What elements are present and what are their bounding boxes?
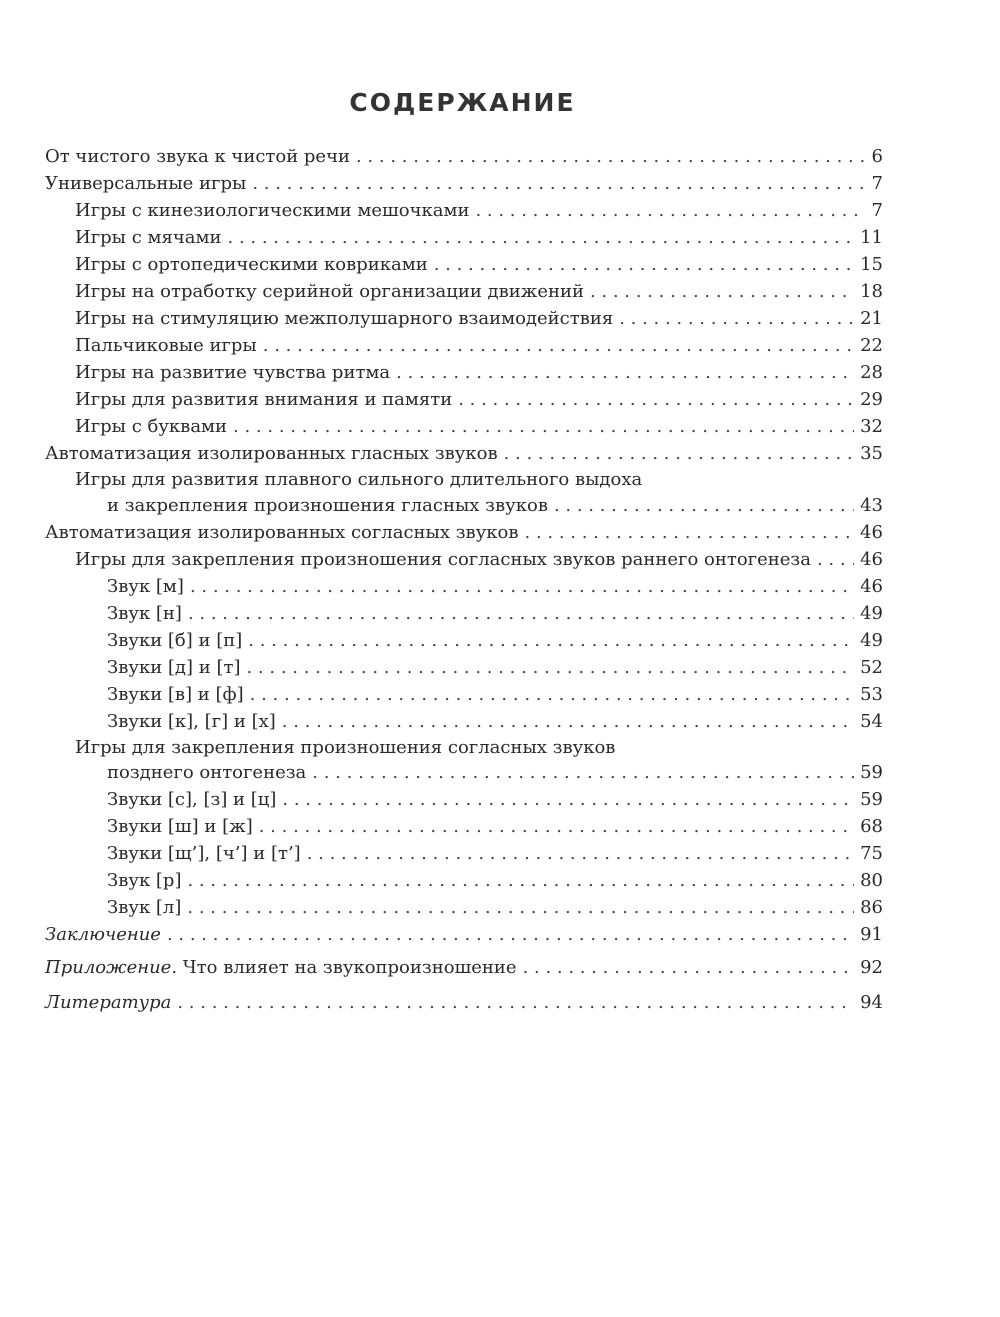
toc-entry[interactable] <box>75 252 883 278</box>
toc-entry-title-italic: Приложение. <box>45 957 178 978</box>
toc-entry-page: 35 <box>860 443 883 464</box>
leader-dots <box>475 198 865 224</box>
leader-dots <box>458 387 854 413</box>
toc-entry-page: 86 <box>860 897 883 918</box>
toc-entry[interactable] <box>75 333 883 359</box>
toc-entry-page: 59 <box>860 762 883 783</box>
toc-entry[interactable] <box>75 225 883 251</box>
toc-entry-title-italic: Литература <box>45 992 172 1013</box>
toc-entry[interactable] <box>45 441 883 467</box>
leader-dots <box>248 628 854 654</box>
leader-dots <box>263 333 854 359</box>
toc-entry-title: Звук [л] <box>107 897 182 918</box>
toc-entry-page: 91 <box>860 924 883 945</box>
leader-dots <box>396 360 854 386</box>
toc-entry-title: позднего онтогенеза <box>107 762 307 783</box>
toc-entry-title-line1[interactable]: Игры для развития плавного сильного длительного выдоха <box>75 469 643 490</box>
leader-dots <box>233 414 854 440</box>
toc-entry-title: Автоматизация изолированных согласных звуков <box>45 522 519 543</box>
toc-entry[interactable] <box>75 279 883 305</box>
toc-entry-title-line1[interactable]: Игры для закрепления произношения согласных звуков <box>75 737 616 758</box>
leader-dots <box>246 655 854 681</box>
toc-entry-title: Универсальные игры <box>45 173 247 194</box>
toc-entry-page: 94 <box>860 992 883 1013</box>
toc-entry[interactable] <box>45 955 883 981</box>
toc-entry[interactable] <box>107 868 883 894</box>
toc-entry-title: Звуки [к], [г] и [х] <box>107 711 276 732</box>
toc-entry-page: 15 <box>860 254 883 275</box>
leader-dots <box>356 144 866 170</box>
toc-entry[interactable] <box>107 895 883 921</box>
toc-entry-title <box>45 990 171 1016</box>
toc-entry-page: 7 <box>871 200 883 221</box>
toc-entry-page: 21 <box>860 308 883 329</box>
leader-dots <box>167 922 854 948</box>
toc-entry-title: Звук [м] <box>107 576 184 597</box>
toc-entry-page: 11 <box>860 227 883 248</box>
leader-dots <box>504 441 855 467</box>
toc-entry-title-rest: Что влияет на звукопроизношение <box>177 957 517 978</box>
toc-entry-title <box>45 955 517 981</box>
leader-dots <box>554 493 854 519</box>
toc-entry[interactable] <box>107 628 883 654</box>
toc-entry-title: Пальчиковые игры <box>75 335 257 356</box>
toc-entry-page: 49 <box>860 603 883 624</box>
toc-entry-title-italic: Заключение <box>45 924 161 945</box>
toc-entry-page: 68 <box>860 816 883 837</box>
leader-dots <box>525 520 855 546</box>
toc-entry-title: Звук [р] <box>107 870 182 891</box>
toc-entry[interactable] <box>107 787 883 813</box>
toc-entry-title: Звук [н] <box>107 603 182 624</box>
toc-entry-title <box>45 922 161 948</box>
leader-dots <box>228 225 855 251</box>
toc-entry-page: 46 <box>860 576 883 597</box>
toc-entry-page: 6 <box>871 146 883 167</box>
toc-entry[interactable] <box>107 655 883 681</box>
leader-dots <box>590 279 854 305</box>
toc-entry-page: 53 <box>860 684 883 705</box>
toc-entry[interactable] <box>75 547 883 573</box>
toc-entry-page: 18 <box>860 281 883 302</box>
leader-dots <box>817 547 854 573</box>
toc-entry[interactable] <box>107 814 883 840</box>
leader-dots <box>188 601 854 627</box>
toc-entry-title: Звуки [щ’], [ч’] и [т’] <box>107 843 301 864</box>
toc-entry[interactable] <box>107 841 883 867</box>
toc-entry-title: Звуки [ш] и [ж] <box>107 816 253 837</box>
toc-entry-page: 54 <box>860 711 883 732</box>
toc-entry[interactable] <box>107 574 883 600</box>
toc-entry-title: Звуки [с], [з] и [ц] <box>107 789 277 810</box>
toc-entry-page: 75 <box>860 843 883 864</box>
toc-entry-title: Звуки [б] и [п] <box>107 630 243 651</box>
leader-dots <box>312 760 854 786</box>
toc-entry[interactable] <box>45 922 883 948</box>
toc-entry-page: 59 <box>860 789 883 810</box>
toc-entry-title: Игры с ортопедическими ковриками <box>75 254 428 275</box>
leader-dots <box>307 841 854 867</box>
toc-entry[interactable] <box>107 760 883 786</box>
toc-entry-title: Игры с мячами <box>75 227 222 248</box>
toc-entry[interactable] <box>107 601 883 627</box>
toc-entry[interactable] <box>75 387 883 413</box>
leader-dots <box>434 252 854 278</box>
leader-dots <box>282 787 854 813</box>
toc-entry[interactable] <box>107 682 883 708</box>
toc-entry[interactable] <box>75 306 883 332</box>
toc-entry-title: Игры на стимуляцию межполушарного взаимодействия <box>75 308 614 329</box>
toc-entry-page: 46 <box>860 549 883 570</box>
leader-dots <box>187 868 854 894</box>
toc-entry[interactable] <box>75 198 883 224</box>
toc-entry-title: и закрепления произношения гласных звуков <box>107 495 548 516</box>
toc-entry[interactable] <box>75 414 883 440</box>
toc-entry-page: 28 <box>860 362 883 383</box>
toc-entry[interactable] <box>107 709 883 735</box>
leader-dots <box>252 171 865 197</box>
toc-entry-title: Игры с буквами <box>75 416 228 437</box>
toc-entry-page: 43 <box>860 495 883 516</box>
toc-entry-title: Игры с кинезиологическими мешочками <box>75 200 470 221</box>
leader-dots <box>259 814 854 840</box>
toc-entry[interactable] <box>75 360 883 386</box>
leader-dots <box>190 574 854 600</box>
leader-dots <box>187 895 854 921</box>
toc-entry-title: Игры на отработку серийной организации движений <box>75 281 584 302</box>
leader-dots <box>177 990 854 1016</box>
toc-entry-page: 32 <box>860 416 883 437</box>
toc-entry[interactable] <box>107 493 883 519</box>
toc-entry-page: 22 <box>860 335 883 356</box>
toc-entry-page: 46 <box>860 522 883 543</box>
page-title: СОДЕРЖАНИЕ <box>349 88 576 117</box>
toc-entry[interactable] <box>45 520 883 546</box>
toc-entry-title: Игры для развития внимания и памяти <box>75 389 453 410</box>
toc-entry-page: 7 <box>871 173 883 194</box>
toc-entry-title: Автоматизация изолированных гласных звуков <box>45 443 498 464</box>
toc-entry[interactable] <box>45 144 883 170</box>
toc-entry-page: 52 <box>860 657 883 678</box>
leader-dots <box>619 306 854 332</box>
toc-entry-page: 29 <box>860 389 883 410</box>
toc-entry-title: Игры на развитие чувства ритма <box>75 362 391 383</box>
toc-entry[interactable] <box>45 990 883 1016</box>
toc-entry-title: Игры для закрепления произношения согласных звуков раннего онтогенеза <box>75 549 811 570</box>
toc-entry-page: 49 <box>860 630 883 651</box>
toc-entry-title: Звуки [в] и [ф] <box>107 684 244 705</box>
toc-entry-title: Звуки [д] и [т] <box>107 657 241 678</box>
toc-entry[interactable] <box>45 171 883 197</box>
toc-entry-page: 80 <box>860 870 883 891</box>
leader-dots <box>282 709 854 735</box>
toc-entry-page: 92 <box>860 957 883 978</box>
toc-entry-title: От чистого звука к чистой речи <box>45 146 350 167</box>
leader-dots <box>523 955 855 981</box>
leader-dots <box>250 682 854 708</box>
